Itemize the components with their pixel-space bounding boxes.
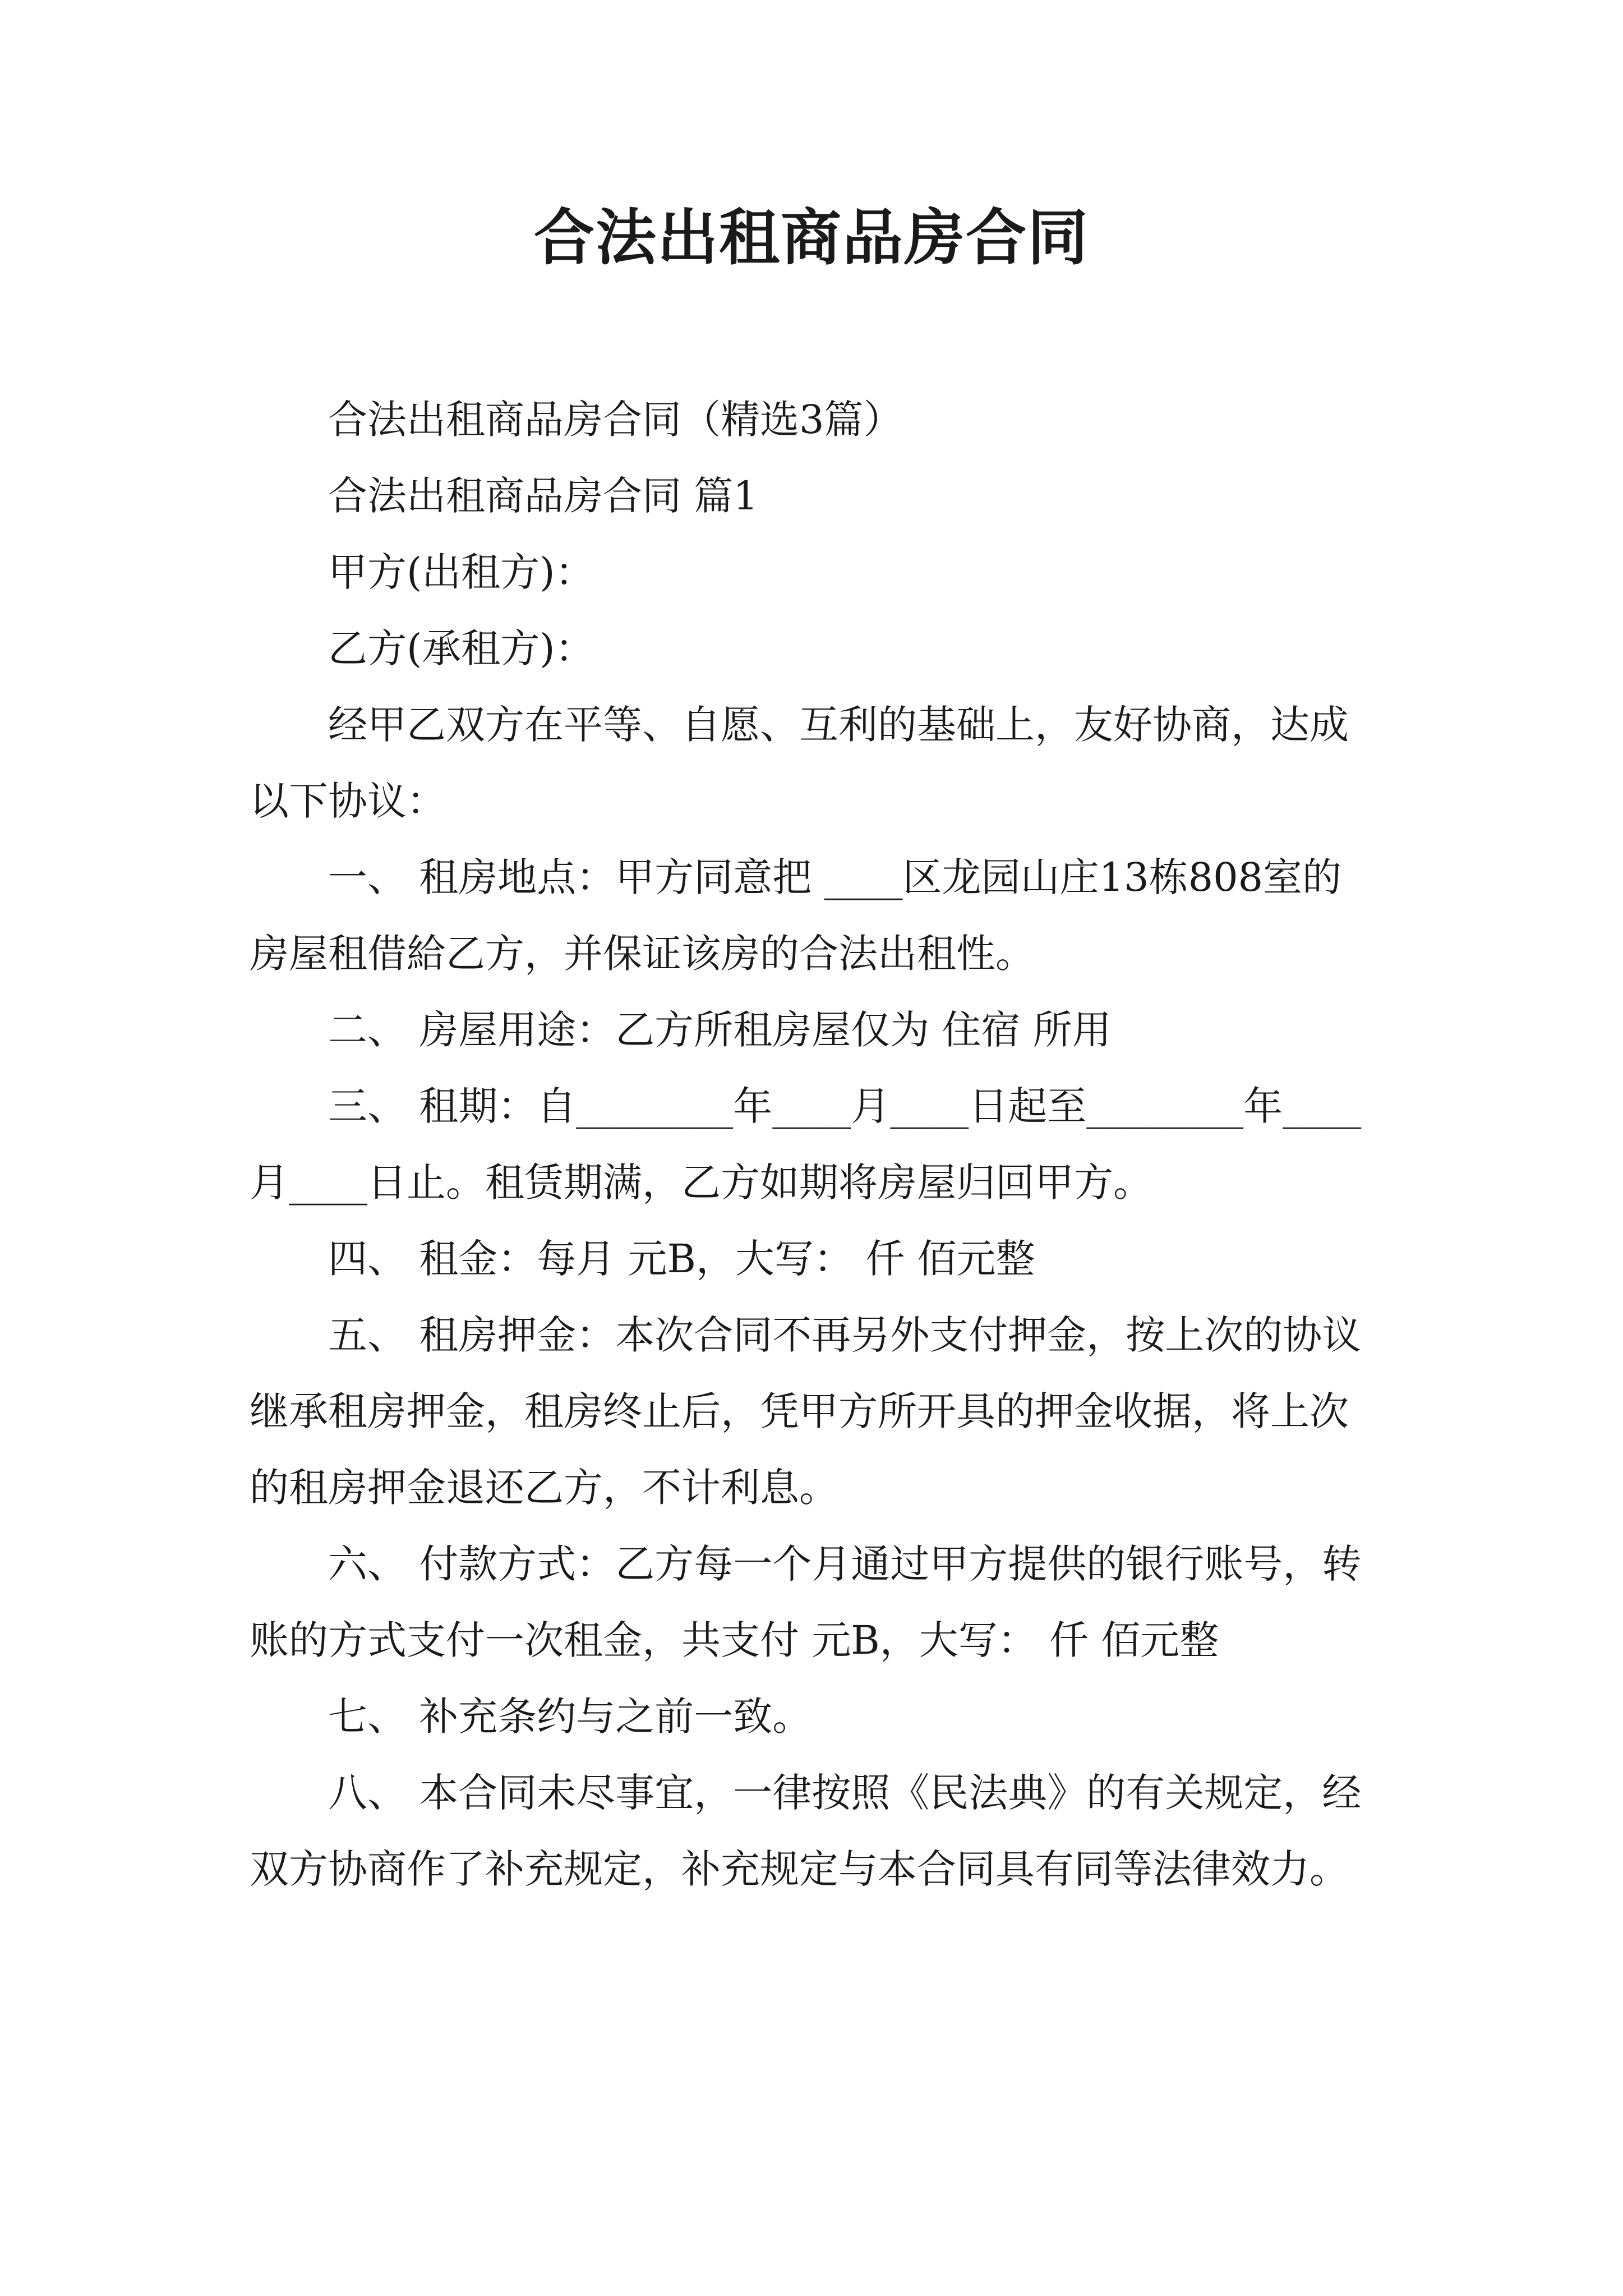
- paragraph-party-b: 乙方(承租方)：: [328, 625, 594, 671]
- paragraph-clause-3: 三、 租期：自________年____月____日起至________年____月____日止。租赁期满，乙方如期将房屋归回甲方。: [250, 1083, 1362, 1205]
- document-body: [250, 381, 1377, 1907]
- page-title: 合法出租商品房合同: [533, 203, 1089, 273]
- paragraph-subtitle: 合法出租商品房合同（精选3篇）: [328, 397, 903, 443]
- paragraph-clause-6: 六、 付款方式：乙方每一个月通过甲方提供的银行账号，转账的方式支付一次租金，共支付 元B，大写： 仟 佰元整: [250, 1541, 1362, 1663]
- paragraph-clause-7: 七、 补充条约与之前一致。: [328, 1694, 812, 1740]
- paragraph-clause-1: 一、 租房地点：甲方同意把 ____区龙园山庄13栋808室的房屋租借給乙方，并保证该房的合法出租性。: [250, 854, 1342, 977]
- paragraph-clause-8: 八、 本合同未尽事宜，一律按照《民法典》的有关规定，经双方协商作了补充规定，补充规定与本合同具有同等法律效力。: [250, 1770, 1362, 1892]
- paragraph-clause-5: 五、 租房押金：本次合同不再另外支付押金，按上次的协议继承租房押金，租房终止后，凭甲方所开具的押金收据，将上次的租房押金退还乙方，不计利息。: [250, 1312, 1362, 1511]
- paragraph-preamble: 经甲乙双方在平等、自愿、互利的基础上，友好协商，达成以下协议：: [250, 702, 1349, 824]
- paragraph-clause-4: 四、 租金：每月 元B，大写： 仟 佰元整: [328, 1236, 1035, 1282]
- paragraph-party-a: 甲方(出租方)：: [328, 549, 594, 595]
- paragraph-section-heading: 合法出租商品房合同 篇1: [328, 473, 758, 519]
- paragraph-clause-2: 二、 房屋用途：乙方所租房屋仅为 住宿 所用: [328, 1007, 1112, 1053]
